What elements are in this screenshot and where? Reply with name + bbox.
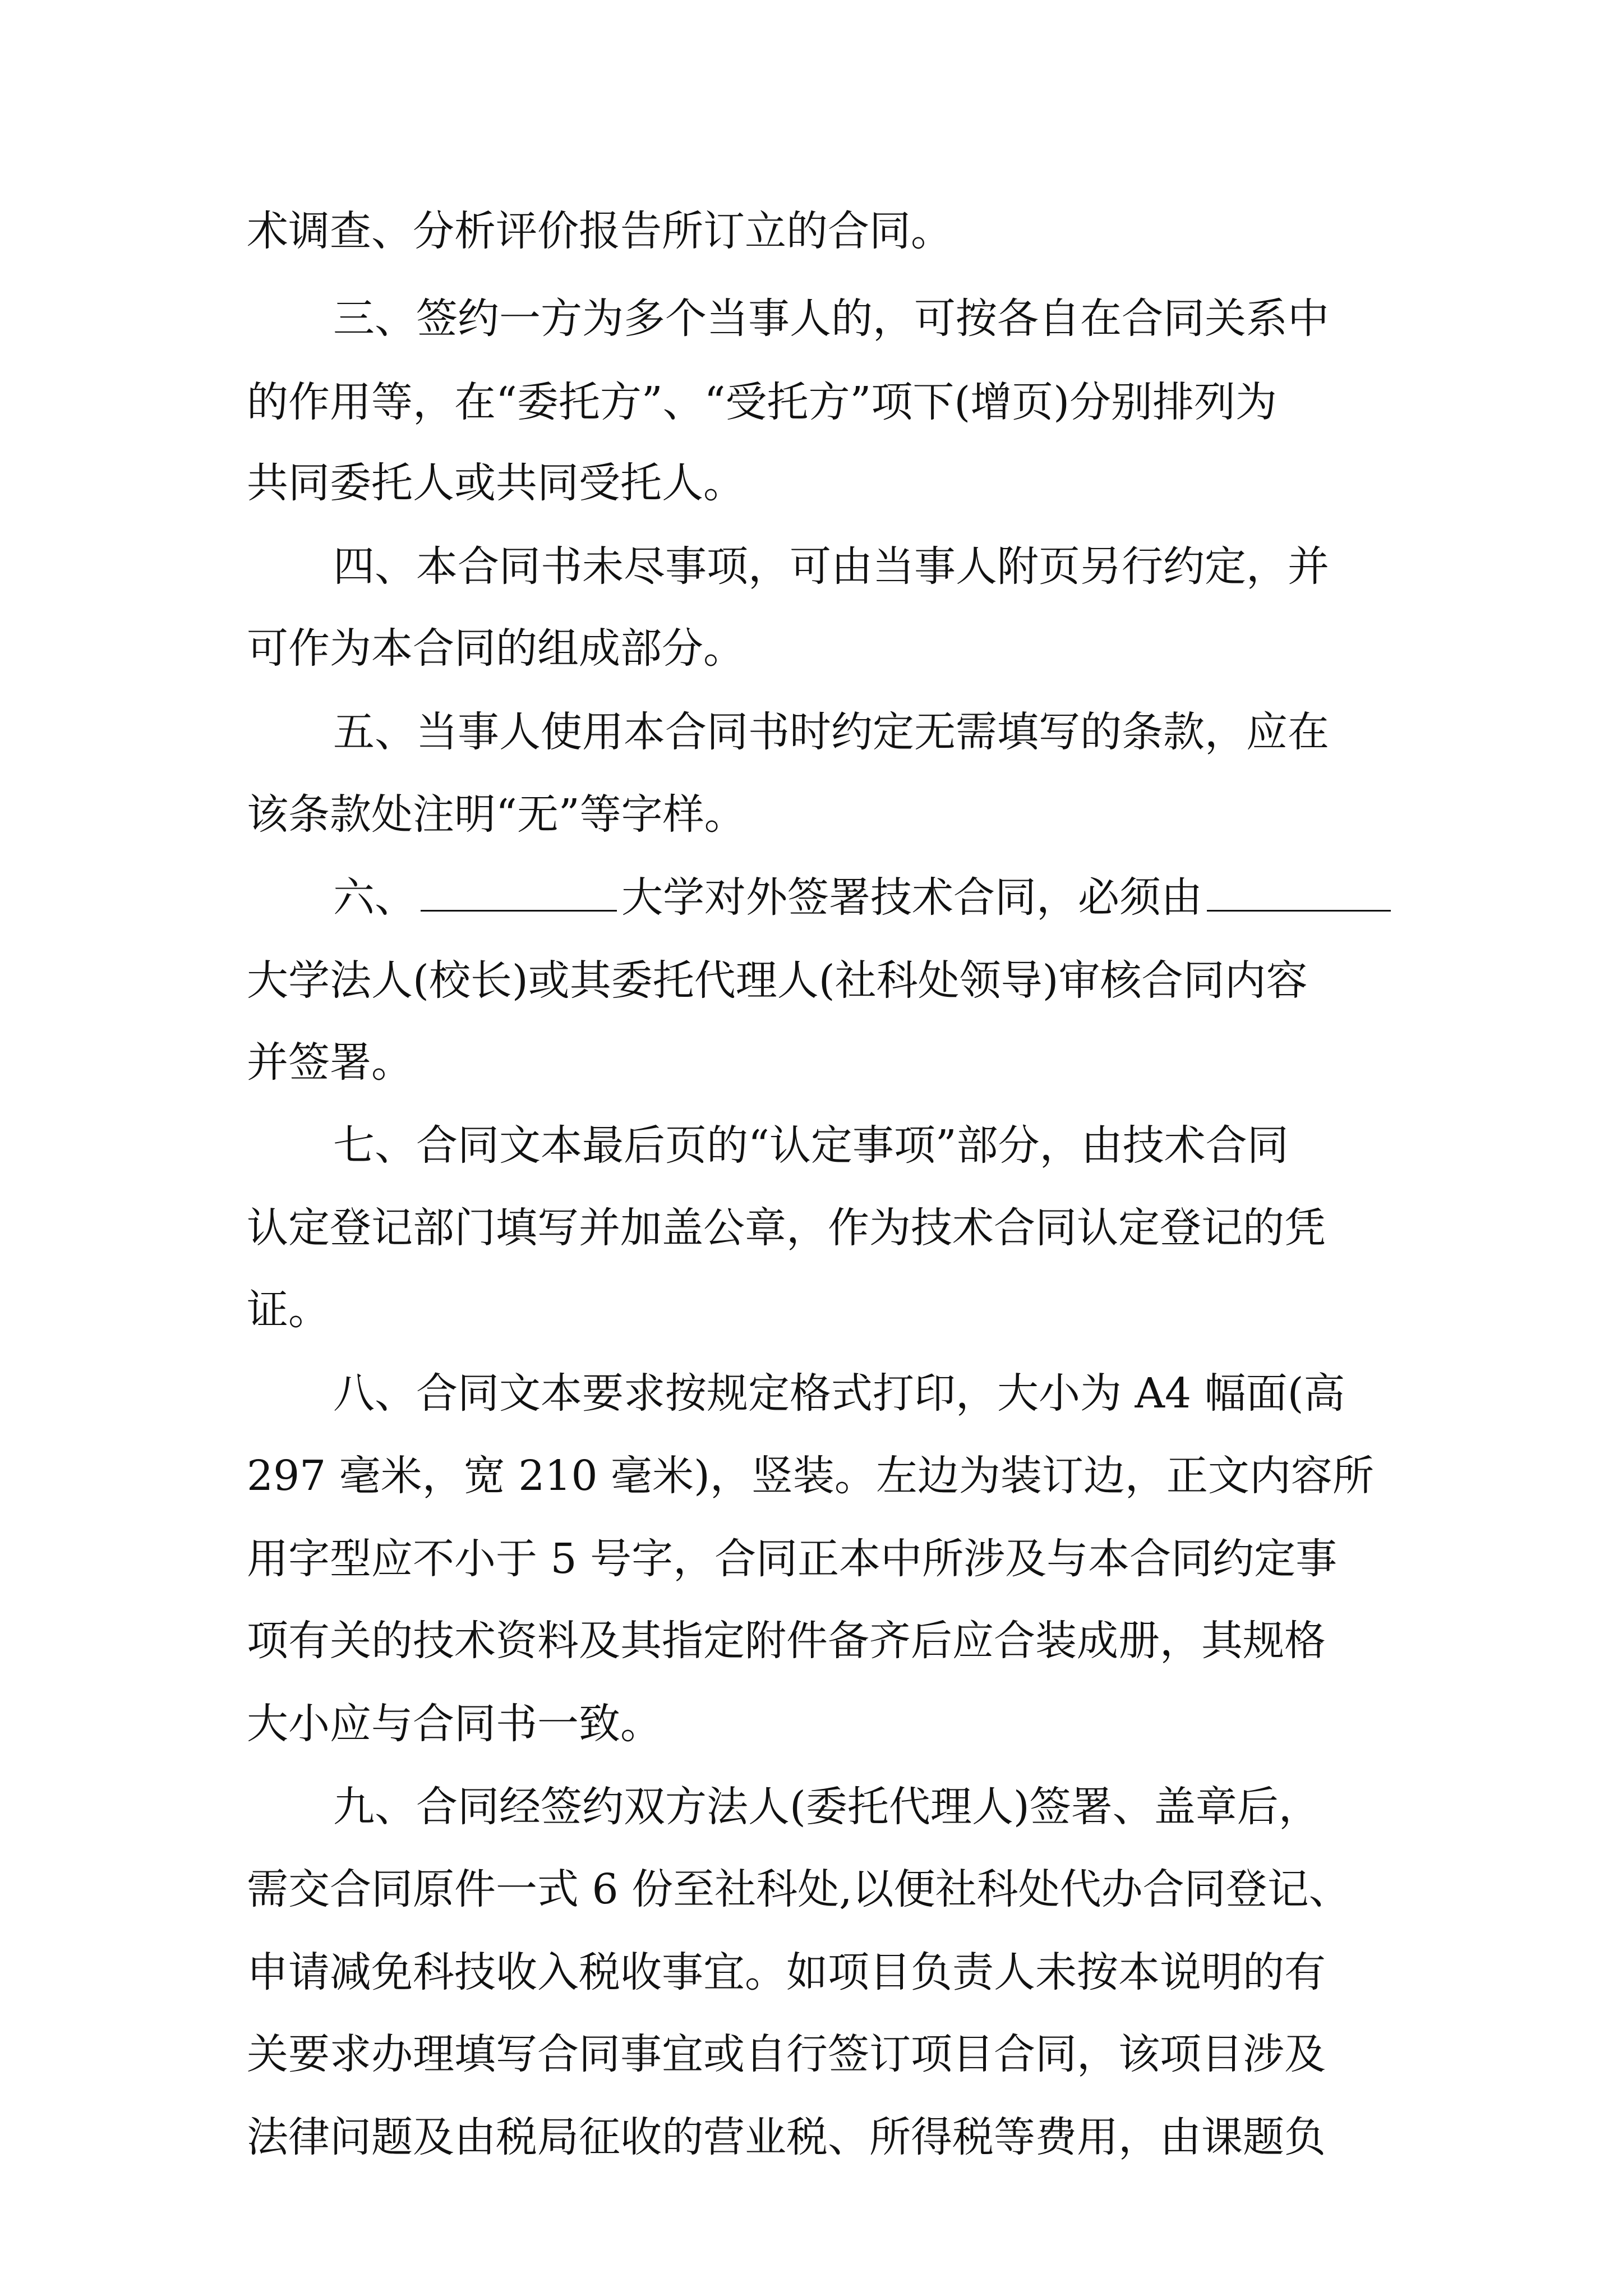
paragraph-9-line-1: 九、合同经签约双方法人(委托代理人)签署、盖章后， [333,1783,1320,1831]
university-name-blank-2[interactable] [1207,877,1391,912]
text-line: 申请减免科技收入税收事宜。如项目负责人未按本说明的有 [247,1948,1326,1996]
text-line: 需交合同原件一式 6 份至社科处,以便社科处代办合同登记、 [247,1865,1350,1913]
paragraph-4-line-1: 四、本合同书未尽事项，可由当事人附页另行约定，并 [333,542,1329,591]
text-line: 大学法人(校长)或其委托代理人(社科处领导)审核合同内容 [247,956,1308,1005]
text-line: 项有关的技术资料及其指定附件备齐后应合装成册，其规格 [247,1617,1326,1665]
text-line: 认定登记部门填写并加盖公章，作为技术合同认定登记的凭 [247,1204,1326,1252]
paragraph-6-text: 大学对外签署技术合同，必须由 [621,873,1202,922]
university-name-blank[interactable] [421,877,617,912]
text-line: 术调查、分析评价报告所订立的合同。 [247,207,952,255]
text-line: 证。 [247,1286,330,1334]
text-line: 用字型应不小于 5 号字，合同正本中所涉及与本合同约定事 [247,1535,1338,1583]
text-line: 可作为本合同的组成部分。 [247,624,745,673]
text-line: 该条款处注明“无”等字样。 [247,790,746,839]
text-line: 大小应与合同书一致。 [247,1700,662,1748]
paragraph-7-line-1: 七、合同文本最后页的“认定事项”部分，由技术合同 [333,1121,1289,1170]
paragraph-3-line-1: 三、签约一方为多个当事人的，可按各自在合同关系中 [333,295,1329,343]
paragraph-6-prefix: 六、 [333,873,416,922]
paragraph-8-line-1: 八、合同文本要求按规定格式打印，大小为 A4 幅面(高 [333,1369,1345,1418]
text-line: 的作用等，在“委托方”、“受托方”项下(增页)分别排列为 [247,378,1278,426]
text-line: 共同委托人或共同受托人。 [247,459,745,507]
paragraph-6-line-1 [333,861,1391,934]
text-line: 297 毫米，宽 210 毫米)，竖装。左边为装订边，正文内容所 [247,1452,1374,1500]
text-line: 关要求办理填写合同事宜或自行签订项目合同，该项目涉及 [247,2030,1326,2078]
text-line: 法律问题及由税局征收的营业税、所得税等费用，由课题负 [247,2113,1326,2161]
text-line: 并签署。 [247,1038,413,1087]
paragraph-5-line-1: 五、当事人使用本合同书时约定无需填写的条款，应在 [333,708,1329,756]
